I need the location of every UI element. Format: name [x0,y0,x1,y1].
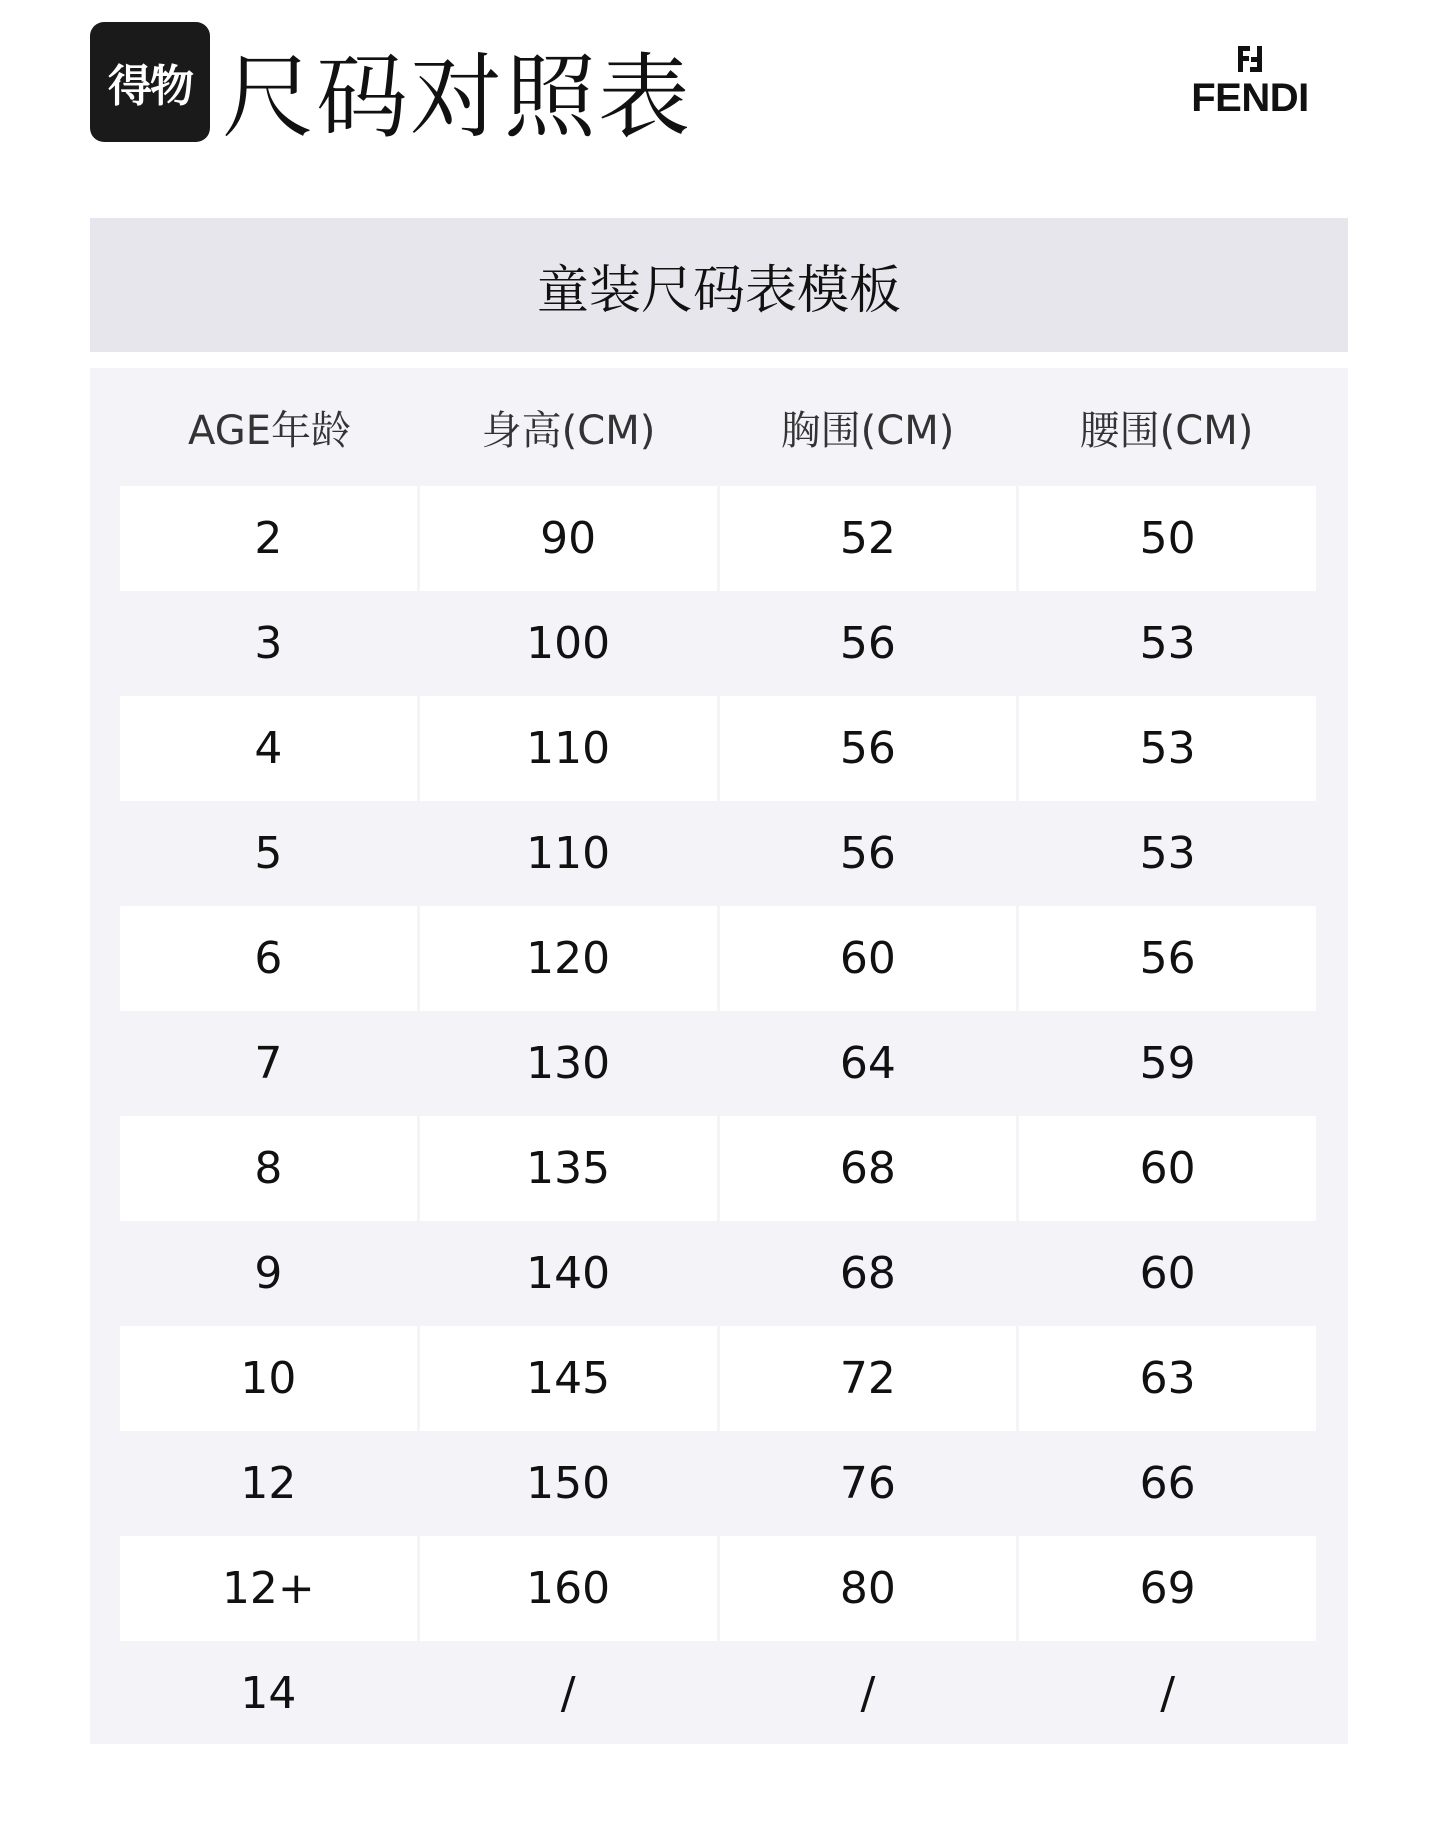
brand-logo [1185,44,1315,118]
cell-waist: / [1160,1668,1176,1719]
cell-waist: 56 [1019,906,1316,1011]
cell-age: 3 [254,618,283,669]
cell-age: 2 [120,486,417,591]
table-header-row [120,368,1316,486]
column-header-waist: 腰围(CM) [1079,407,1254,454]
cell-waist: 60 [1139,1248,1196,1299]
cell-age: 5 [254,828,283,879]
table-title-banner [90,218,1348,352]
table-row [120,906,1316,1011]
table-row [120,1641,1316,1746]
cell-waist: 53 [1139,618,1196,669]
cell-chest: 56 [839,618,896,669]
cell-waist: 50 [1019,486,1316,591]
table-row [120,591,1316,696]
cell-height: 150 [526,1458,611,1509]
table-row [120,1116,1316,1221]
app-logo [90,22,210,142]
cell-chest: 64 [839,1038,896,1089]
fendi-ff-monogram-icon [1236,44,1264,74]
cell-height: / [560,1668,576,1719]
cell-height: 160 [420,1536,717,1641]
cell-height: 110 [420,696,717,801]
cell-chest: 68 [720,1116,1017,1221]
cell-age: 12+ [120,1536,417,1641]
column-header-chest: 胸围(CM) [780,407,955,454]
cell-height: 110 [526,828,611,879]
cell-chest: 52 [720,486,1017,591]
column-header-height: 身高(CM) [481,407,656,454]
column-header-age: AGE年龄 [188,407,351,454]
cell-height: 90 [420,486,717,591]
table-row [120,1011,1316,1116]
cell-height: 145 [420,1326,717,1431]
cell-age: 10 [120,1326,417,1431]
table-title: 童装尺码表模板 [536,260,901,321]
cell-height: 120 [420,906,717,1011]
cell-age: 6 [120,906,417,1011]
cell-waist: 63 [1019,1326,1316,1431]
table-row [120,696,1316,801]
cell-height: 130 [526,1038,611,1089]
cell-height: 135 [420,1116,717,1221]
cell-waist: 66 [1139,1458,1196,1509]
cell-age: 4 [120,696,417,801]
page-title: 尺码对照表 [222,44,693,151]
table-row [120,1326,1316,1431]
cell-waist: 60 [1019,1116,1316,1221]
cell-chest: 60 [720,906,1017,1011]
brand-name: FENDI [1191,76,1309,120]
cell-waist: 53 [1019,696,1316,801]
cell-chest: 76 [839,1458,896,1509]
cell-height: 140 [526,1248,611,1299]
table-body [120,486,1316,1746]
cell-height: 100 [526,618,611,669]
cell-waist: 69 [1019,1536,1316,1641]
cell-chest: 56 [720,696,1017,801]
cell-age: 7 [254,1038,283,1089]
table-row [120,801,1316,906]
cell-age: 8 [120,1116,417,1221]
cell-chest: 80 [720,1536,1017,1641]
size-table [90,368,1348,1744]
cell-chest: 56 [839,828,896,879]
cell-chest: / [860,1668,876,1719]
cell-chest: 72 [720,1326,1017,1431]
table-row [120,1536,1316,1641]
app-logo-text: 得物 [108,61,192,112]
cell-waist: 59 [1139,1038,1196,1089]
cell-age: 14 [240,1668,297,1719]
cell-chest: 68 [839,1248,896,1299]
table-row [120,486,1316,591]
cell-age: 12 [240,1458,297,1509]
cell-waist: 53 [1139,828,1196,879]
table-row [120,1221,1316,1326]
cell-age: 9 [254,1248,283,1299]
table-row [120,1431,1316,1536]
